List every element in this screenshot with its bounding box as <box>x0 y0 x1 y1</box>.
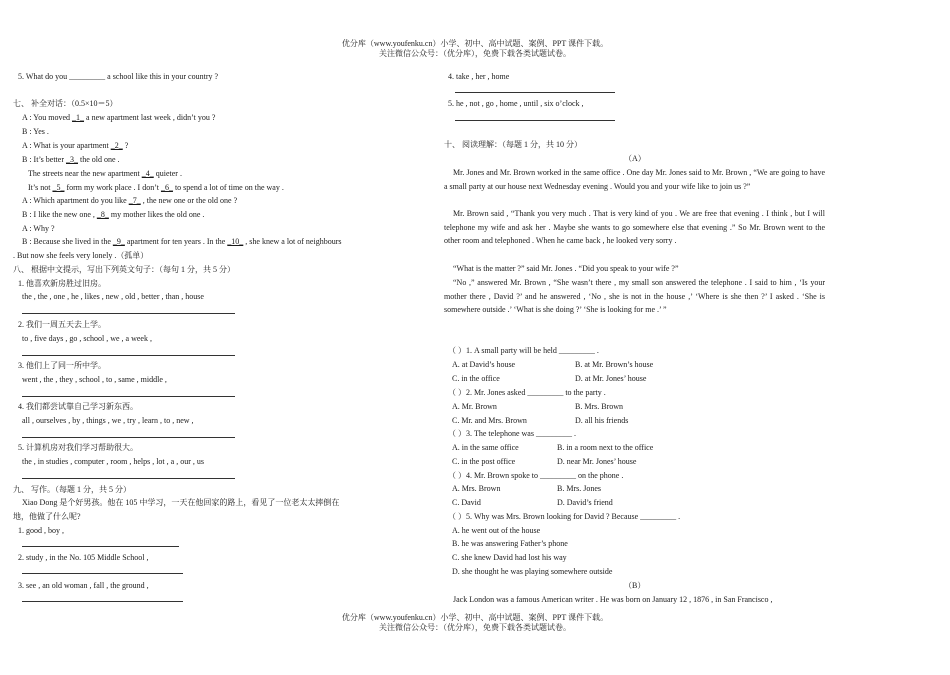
s8-item-4-cn: 4. 我们都尝试靠自己学习新东西。 <box>18 402 138 411</box>
mc-q2-option-d: D. all his friends <box>575 416 629 425</box>
mc-q3-option-c: C. in the post office <box>452 457 516 466</box>
section-10-title: 十、 阅读理解：（每题 1 分，共 10 分） <box>444 140 582 149</box>
blank-9: _9_ <box>112 237 125 246</box>
answer-line <box>22 546 179 547</box>
mc-q3-option-d: D. near Mr. Jones’ house <box>557 457 637 466</box>
passage-a-para-1: Mr. Jones and Mr. Brown worked in the same office . One day Mr. Jones said to Mr. Brown , “We are going to have a small party at our house next Wednesday evening . Would you and your wife like to join us ?” <box>444 168 825 191</box>
mc-question-3: （ ）3. The telephone was _________ . <box>448 429 576 438</box>
blank-6: _6_ <box>160 183 173 192</box>
question-4-right: 4. take , her , home <box>448 72 510 81</box>
section-9-title: 九、 写作。（每题 1 分，共 5 分） <box>13 485 131 494</box>
s8-item-3-words: went , the , they , school , to , same , middle , <box>22 375 167 384</box>
passage-a-label: （A） <box>624 154 646 163</box>
dialog-line-11: . But now she feels very lonely .（孤单） <box>13 251 149 260</box>
page-footer-line2: 关注微信公众号：（优分库），免费下载各类试题试卷。 <box>379 623 571 632</box>
s9-prompt-line1: Xiao Dong 是个好男孩。他在 105 中学习，一天在他回家的路上，看见了一位老太太摔倒在 <box>22 498 340 507</box>
s9-item-1: 1. good , boy , <box>18 526 64 535</box>
blank-1: _1_ <box>72 113 85 122</box>
mc-question-4: （ ）4. Mr. Brown spoke to _________ on the phone . <box>448 471 624 480</box>
s9-item-3: 3. see , an old woman , fall , the ground , <box>18 581 149 590</box>
mc-q3-option-b: B. in a room next to the office <box>557 443 654 452</box>
dialog-line-1: A : You moved _1_ a new apartment last week , didn’t you ? <box>22 113 216 122</box>
passage-a-para-3: “What is the matter ?” said Mr. Jones . “Did you speak to your wife ?” <box>453 264 679 273</box>
page-header-line1: 优分库（www.youfenku.cn）小学、初中、高中试题、案例、PPT 课件下载。 <box>341 39 609 48</box>
mc-question-5: （ ）5. Why was Mrs. Brown looking for David ? Because _________ . <box>448 512 681 521</box>
mc-q5-option-a: A. he went out of the house <box>452 526 541 535</box>
mc-question-2: （ ）2. Mr. Jones asked _________ to the party . <box>448 388 606 397</box>
dialog-line-4: B : It’s better _3_ the old one . <box>22 155 120 164</box>
answer-line <box>22 573 183 574</box>
mc-q2-option-b: B. Mrs. Brown <box>575 402 624 411</box>
s8-item-2-cn: 2. 我们一周五天去上学。 <box>18 320 106 329</box>
answer-line <box>455 92 615 93</box>
s8-item-3-cn: 3. 他们上了同一所中学。 <box>18 361 106 370</box>
section-7-title: 七、 补全对话：（0.5×10＝5） <box>13 99 118 108</box>
s9-prompt-line2: 地，他做了什么呢? <box>13 512 81 521</box>
answer-line <box>22 437 235 438</box>
blank-5: _5_ <box>52 183 65 192</box>
blank-8: _8_ <box>96 210 109 219</box>
section-8-title: 八、 根据中文提示，写出下列英文句子：（每句 1 分，共 5 分） <box>13 265 235 274</box>
mc-q5-option-b: B. he was answering Father’s phone <box>452 539 568 548</box>
s8-item-4-words: all , ourselves , by , things , we , try , learn , to , new , <box>22 416 194 425</box>
mc-q1-option-a: A. at David’s house <box>452 360 516 369</box>
mc-question-1: （ ）1. A small party will be held _________ . <box>448 346 599 355</box>
passage-a-para-4: “No ,” answered Mr. Brown , “She wasn’t there , my small son answered the telephone . I said to him , ‘Is your mother there , David ?’ and he answered , ‘No , she is not in the house ,’ ‘Where is she then ?’ I asked . ‘She is somewhere outside .’ ‘What is she doing ?’ ‘She is looking for me .’ ” <box>444 278 825 315</box>
s9-item-2: 2. study , in the No. 105 Middle School , <box>18 553 149 562</box>
mc-q2-option-c: C. Mr. and Mrs. Brown <box>452 416 527 425</box>
dialog-line-3: A : What is your apartment _2_ ? <box>22 141 129 150</box>
dialog-line-5: The streets near the new apartment _4_ quieter . <box>28 169 182 178</box>
question-5-right: 5. he , not , go , home , until , six o’clock , <box>448 99 584 108</box>
s8-item-5-cn: 5. 计算机房对我们学习帮助很大。 <box>18 443 138 452</box>
mc-q4-option-a: A. Mrs. Brown <box>452 484 501 493</box>
blank-3: _3_ <box>66 155 78 164</box>
page-header-line2: 关注微信公众号：（优分库），免费下载各类试题试卷。 <box>379 49 571 58</box>
dialog-line-8: B : I like the new one , _8_ my mother likes the old one . <box>22 210 205 219</box>
blank-4: _4_ <box>141 169 154 178</box>
dialog-line-7: A : Which apartment do you like _7_ , the new one or the old one ? <box>22 196 238 205</box>
blank-7: _7_ <box>128 196 141 205</box>
s8-item-1-words: the , the , one , he , likes , new , old , better , than , house <box>22 292 204 301</box>
mc-q1-option-b: B. at Mr. Brown’s house <box>575 360 654 369</box>
mc-q1-option-c: C. in the office <box>452 374 500 383</box>
passage-a-para-2: Mr. Brown said , “Thank you very much . That is very kind of you . We are free that evening . I think , but I will telephone my wife and ask her . Maybe she wants to go somewhere else that evening .” So Mr. Brown went to the other room and telephoned . When he came back , he looked very sorry . <box>444 209 825 246</box>
page-footer-line1: 优分库（www.youfenku.cn）小学、初中、高中试题、案例、PPT 课件下载。 <box>341 613 609 622</box>
answer-line <box>455 120 615 121</box>
dialog-line-2: B : Yes . <box>22 127 49 136</box>
mc-q5-option-d: D. she thought he was playing somewhere outside <box>452 567 613 576</box>
mc-q3-option-a: A. in the same office <box>452 443 519 452</box>
passage-b-start: Jack London was a famous American writer . He was born on January 12 , 1876 , in San Francisco , <box>453 595 773 604</box>
dialog-line-10: B : Because she lived in the _9_ apartment for ten years . In the _10_ , she knew a lot of neighbours <box>22 237 342 246</box>
mc-q4-option-b: B. Mrs. Jones <box>557 484 602 493</box>
dialog-line-6: It’s not _5_ form my work place . I don’t _6_ to spend a lot of time on the way . <box>28 183 284 192</box>
answer-line <box>22 313 235 314</box>
answer-line <box>22 396 235 397</box>
blank-10: _10_ <box>227 237 244 246</box>
s8-item-1-cn: 1. 他喜欢新房胜过旧房。 <box>18 279 106 288</box>
answer-line <box>22 355 235 356</box>
mc-q1-option-d: D. at Mr. Jones’ house <box>575 374 647 383</box>
mc-q2-option-a: A. Mr. Brown <box>452 402 497 411</box>
mc-q5-option-c: C. she knew David had lost his way <box>452 553 567 562</box>
answer-line <box>22 478 235 479</box>
s8-item-5-words: the , in studies , computer , room , helps , lot , a , our , us <box>22 457 204 466</box>
s8-item-2-words: to , five days , go , school , we , a week , <box>22 334 152 343</box>
mc-q4-option-c: C. David <box>452 498 481 507</box>
dialog-line-9: A : Why ? <box>22 224 55 233</box>
question-5-left: 5. What do you _________ a school like this in your country ? <box>18 72 219 81</box>
mc-q4-option-d: D. David’s friend <box>557 498 613 507</box>
passage-b-label: （B） <box>624 581 646 590</box>
answer-line <box>22 601 183 602</box>
blank-2: _2_ <box>110 141 123 150</box>
